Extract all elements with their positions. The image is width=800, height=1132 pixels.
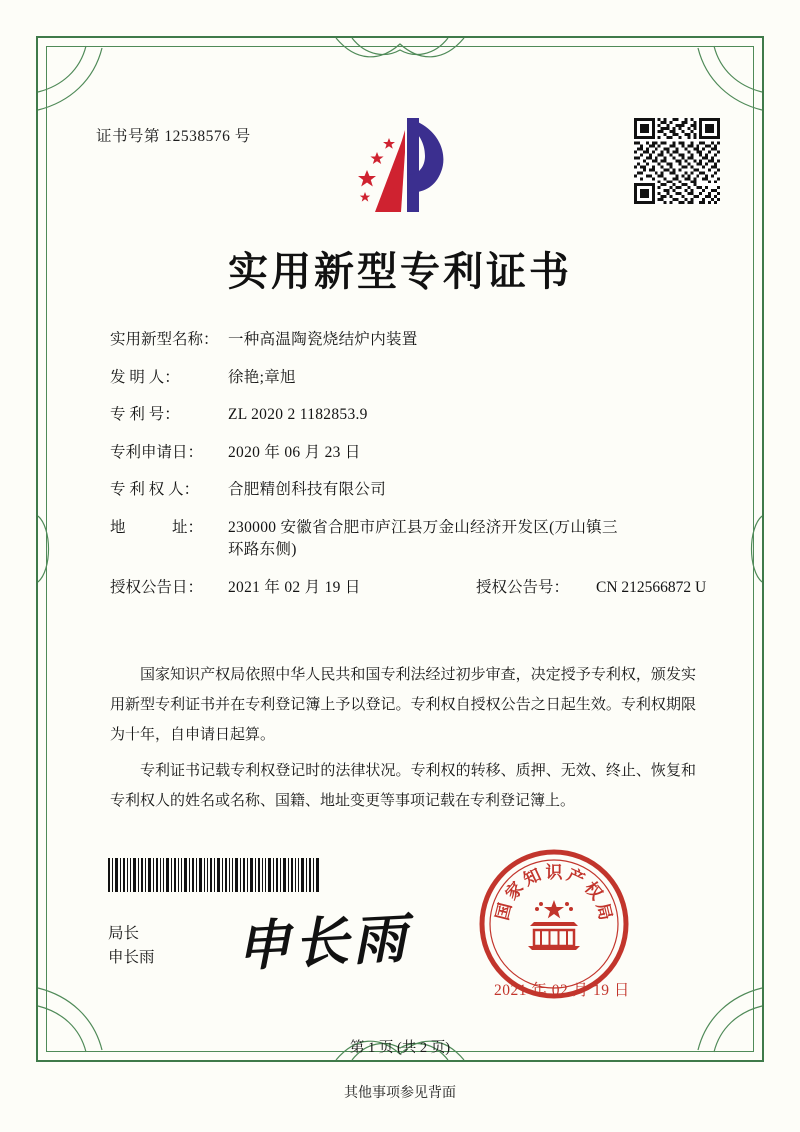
svg-text:权: 权 [579, 878, 607, 905]
field-row [110, 370, 710, 386]
page-number: 第 1 页 (共 2 页) [349, 1040, 451, 1056]
field-value-address-line2: 环路东侧) [228, 541, 297, 558]
svg-text:产: 产 [563, 865, 588, 891]
field-list [110, 332, 710, 617]
svg-text:国: 国 [492, 900, 517, 923]
svg-text:家: 家 [501, 878, 529, 905]
qr-code-icon [634, 118, 720, 204]
field-value-address-line1: 230000 安徽省合肥市庐江县万金山经济开发区(万山镇三 [228, 518, 618, 536]
page-title: 实用新型专利证书 [228, 248, 572, 295]
field-label-inventor: 发 明 人： [110, 368, 180, 386]
field-label-patentee: 专 利 权 人： [110, 481, 200, 498]
field-row [110, 482, 710, 498]
field-value-inventor: 徐艳;章旭 [228, 368, 296, 386]
field-row [110, 407, 710, 423]
field-value-patent-number: ZL 2020 2 1182853.9 [228, 406, 368, 423]
barcode-icon [108, 858, 320, 892]
signature-block [108, 922, 155, 970]
svg-text:识: 识 [545, 863, 563, 883]
footer-note: 其他事项参见背面 [344, 1086, 456, 1101]
field-row [110, 520, 710, 558]
field-label-application-date: 专利申请日： [110, 443, 204, 461]
field-value-patentee: 合肥精创科技有限公司 [228, 481, 387, 498]
field-value-application-date: 2020 年 06 月 23 日 [228, 443, 361, 461]
paragraph-2: 专利证书记载专利权登记时的法律状况。专利权的转移、质押、无效、终止、恢复和专利权人的姓名或名称、国籍、地址变更等事项记载在专利登记簿上。 [110, 763, 696, 809]
certificate-number: 证书号第 12538576 号 [96, 128, 251, 145]
cnipa-logo-icon [345, 112, 455, 220]
field-value-utility-model-name: 一种高温陶瓷烧结炉内装置 [228, 331, 418, 348]
field-label-grant-number: 授权公告号： [476, 578, 570, 596]
field-value-grant-date: 2021 年 02 月 19 日 [228, 578, 361, 596]
signature-name-label: 申长雨 [108, 949, 155, 967]
field-value-grant-number: CN 212566872 U [596, 578, 707, 596]
seal-date: 2021 年 02 月 19 日 [494, 982, 630, 999]
field-label-utility-model-name: 实用新型名称： [110, 331, 219, 348]
field-value-address [228, 520, 710, 558]
field-label-grant-date: 授权公告日： [110, 578, 204, 596]
field-label-patent-number: 专 利 号： [110, 406, 180, 423]
field-label-address: 地 址： [110, 518, 204, 536]
field-row [110, 332, 710, 348]
paragraph-1: 国家知识产权局依照中华人民共和国专利法经过初步审查，决定授予专利权，颁发实用新型专利证书并在专利登记簿上予以登记。专利权自授权公告之日起生效。专利权期限为十年，自申请日起算。 [110, 667, 696, 743]
legal-text [110, 660, 696, 822]
field-row-grant [110, 580, 710, 596]
handwritten-signature: 申长雨 [234, 905, 412, 979]
svg-text:局: 局 [591, 900, 616, 923]
signature-role-label: 局长 [108, 925, 140, 942]
field-row [110, 445, 710, 461]
svg-text:知: 知 [520, 865, 545, 891]
